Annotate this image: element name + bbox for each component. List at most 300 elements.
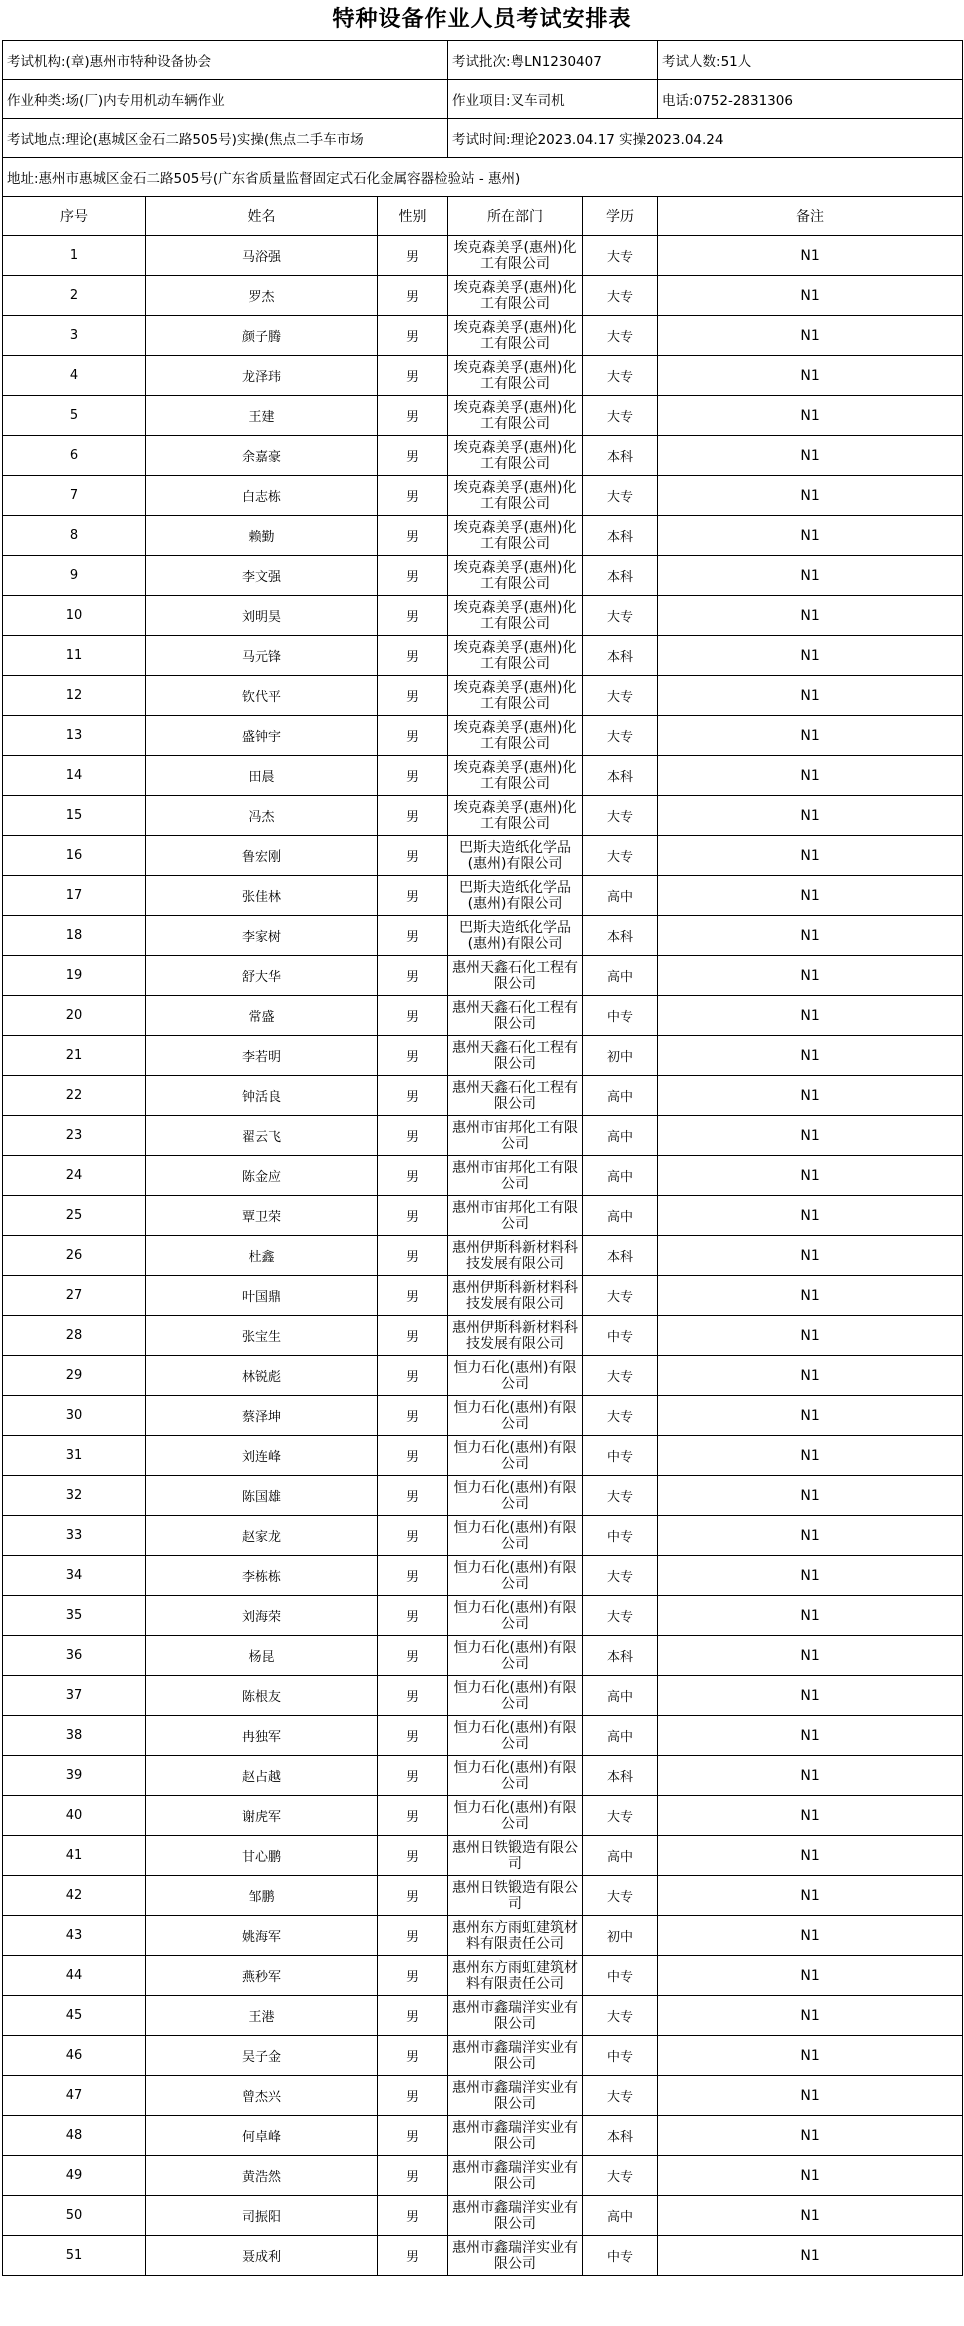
seq-cell: 10 <box>3 596 146 636</box>
seq-cell: 20 <box>3 996 146 1036</box>
gender-cell: 男 <box>378 956 448 996</box>
table-row <box>3 1596 963 1636</box>
table-row <box>3 1756 963 1796</box>
gender-cell: 男 <box>378 916 448 956</box>
education-cell: 大专 <box>583 1796 658 1836</box>
gender-cell: 男 <box>378 1836 448 1876</box>
department-cell: 惠州市鑫瑞洋实业有限公司 <box>448 2156 583 2196</box>
remark-cell: N1 <box>658 556 963 596</box>
name-cell: 马元锋 <box>146 636 378 676</box>
name-cell: 杨昆 <box>146 1636 378 1676</box>
seq-cell: 43 <box>3 1916 146 1956</box>
remark-cell: N1 <box>658 1476 963 1516</box>
name-cell: 李家树 <box>146 916 378 956</box>
remark-cell: N1 <box>658 2116 963 2156</box>
seq-cell: 31 <box>3 1436 146 1476</box>
remark-cell: N1 <box>658 1956 963 1996</box>
education-cell: 大专 <box>583 276 658 316</box>
department-cell: 恒力石化(惠州)有限公司 <box>448 1356 583 1396</box>
department-cell: 惠州市鑫瑞洋实业有限公司 <box>448 2116 583 2156</box>
seq-cell: 23 <box>3 1116 146 1156</box>
education-cell: 本科 <box>583 1236 658 1276</box>
gender-cell: 男 <box>378 1756 448 1796</box>
name-cell: 邹鹏 <box>146 1876 378 1916</box>
remark-cell: N1 <box>658 1036 963 1076</box>
department-cell: 埃克森美孚(惠州)化工有限公司 <box>448 716 583 756</box>
seq-cell: 27 <box>3 1276 146 1316</box>
department-cell: 惠州伊斯科新材料科技发展有限公司 <box>448 1276 583 1316</box>
seq-cell: 22 <box>3 1076 146 1116</box>
gender-cell: 男 <box>378 1716 448 1756</box>
department-cell: 惠州伊斯科新材料科技发展有限公司 <box>448 1316 583 1356</box>
gender-cell: 男 <box>378 1076 448 1116</box>
remark-cell: N1 <box>658 1596 963 1636</box>
education-cell: 大专 <box>583 476 658 516</box>
table-row <box>3 356 963 396</box>
table-row <box>3 1196 963 1236</box>
name-cell: 陈根友 <box>146 1676 378 1716</box>
department-cell: 埃克森美孚(惠州)化工有限公司 <box>448 316 583 356</box>
name-cell: 司振阳 <box>146 2196 378 2236</box>
name-cell: 黄浩然 <box>146 2156 378 2196</box>
remark-cell: N1 <box>658 2236 963 2276</box>
department-cell: 埃克森美孚(惠州)化工有限公司 <box>448 556 583 596</box>
table-row <box>3 2196 963 2236</box>
name-cell: 谢虎军 <box>146 1796 378 1836</box>
department-cell: 惠州东方雨虹建筑材料有限责任公司 <box>448 1916 583 1956</box>
table-row <box>3 2076 963 2116</box>
gender-cell: 男 <box>378 476 448 516</box>
seq-cell: 42 <box>3 1876 146 1916</box>
seq-cell: 9 <box>3 556 146 596</box>
exam-batch: 考试批次:粤LN1230407 <box>448 41 658 80</box>
gender-cell: 男 <box>378 316 448 356</box>
remark-cell: N1 <box>658 516 963 556</box>
table-row <box>3 756 963 796</box>
table-row <box>3 996 963 1036</box>
remark-cell: N1 <box>658 716 963 756</box>
name-cell: 常盛 <box>146 996 378 1036</box>
remark-cell: N1 <box>658 1796 963 1836</box>
table-row <box>3 1356 963 1396</box>
gender-cell: 男 <box>378 596 448 636</box>
seq-cell: 51 <box>3 2236 146 2276</box>
remark-cell: N1 <box>658 796 963 836</box>
name-cell: 张佳林 <box>146 876 378 916</box>
seq-cell: 39 <box>3 1756 146 1796</box>
remark-cell: N1 <box>658 956 963 996</box>
seq-cell: 12 <box>3 676 146 716</box>
seq-cell: 8 <box>3 516 146 556</box>
education-cell: 大专 <box>583 836 658 876</box>
table-row <box>3 716 963 756</box>
gender-cell: 男 <box>378 1556 448 1596</box>
remark-cell: N1 <box>658 1076 963 1116</box>
table-row <box>3 1436 963 1476</box>
remark-cell: N1 <box>658 596 963 636</box>
department-cell: 惠州市鑫瑞洋实业有限公司 <box>448 2076 583 2116</box>
education-cell: 高中 <box>583 1076 658 1116</box>
name-cell: 杜鑫 <box>146 1236 378 1276</box>
name-cell: 冯杰 <box>146 796 378 836</box>
table-row <box>3 1636 963 1676</box>
remark-cell: N1 <box>658 1236 963 1276</box>
remark-cell: N1 <box>658 1876 963 1916</box>
education-cell: 高中 <box>583 876 658 916</box>
seq-cell: 32 <box>3 1476 146 1516</box>
name-cell: 钦代平 <box>146 676 378 716</box>
name-cell: 曾杰兴 <box>146 2076 378 2116</box>
department-cell: 埃克森美孚(惠州)化工有限公司 <box>448 516 583 556</box>
remark-cell: N1 <box>658 2036 963 2076</box>
table-row <box>3 916 963 956</box>
name-cell: 陈国雄 <box>146 1476 378 1516</box>
info-row-4 <box>3 158 963 197</box>
name-cell: 赵占越 <box>146 1756 378 1796</box>
department-cell: 惠州日铁锻造有限公司 <box>448 1876 583 1916</box>
remark-cell: N1 <box>658 676 963 716</box>
seq-cell: 30 <box>3 1396 146 1436</box>
table-row <box>3 436 963 476</box>
name-cell: 翟云飞 <box>146 1116 378 1156</box>
department-cell: 恒力石化(惠州)有限公司 <box>448 1636 583 1676</box>
name-cell: 姚海军 <box>146 1916 378 1956</box>
table-row <box>3 676 963 716</box>
education-cell: 初中 <box>583 1036 658 1076</box>
remark-cell: N1 <box>658 316 963 356</box>
table-row <box>3 636 963 676</box>
seq-cell: 36 <box>3 1636 146 1676</box>
remark-cell: N1 <box>658 1836 963 1876</box>
remark-cell: N1 <box>658 1556 963 1596</box>
education-cell: 大专 <box>583 236 658 276</box>
remark-cell: N1 <box>658 236 963 276</box>
education-cell: 大专 <box>583 676 658 716</box>
department-cell: 恒力石化(惠州)有限公司 <box>448 1516 583 1556</box>
name-cell: 张宝生 <box>146 1316 378 1356</box>
department-cell: 惠州市鑫瑞洋实业有限公司 <box>448 2196 583 2236</box>
name-cell: 马浴强 <box>146 236 378 276</box>
exam-schedule-table <box>2 40 963 2276</box>
remark-cell: N1 <box>658 1356 963 1396</box>
department-cell: 惠州天鑫石化工程有限公司 <box>448 956 583 996</box>
education-cell: 高中 <box>583 1836 658 1876</box>
remark-cell: N1 <box>658 1436 963 1476</box>
table-row <box>3 1716 963 1756</box>
education-cell: 大专 <box>583 596 658 636</box>
document-title: 特种设备作业人员考试安排表 <box>332 7 632 32</box>
seq-cell: 6 <box>3 436 146 476</box>
department-cell: 惠州天鑫石化工程有限公司 <box>448 996 583 1036</box>
department-cell: 恒力石化(惠州)有限公司 <box>448 1436 583 1476</box>
name-cell: 吴子金 <box>146 2036 378 2076</box>
table-row <box>3 1916 963 1956</box>
department-cell: 埃克森美孚(惠州)化工有限公司 <box>448 756 583 796</box>
table-row <box>3 1796 963 1836</box>
table-row <box>3 2156 963 2196</box>
table-row <box>3 1676 963 1716</box>
seq-cell: 46 <box>3 2036 146 2076</box>
name-cell: 覃卫荣 <box>146 1196 378 1236</box>
education-cell: 本科 <box>583 436 658 476</box>
department-cell: 巴斯夫造纸化学品(惠州)有限公司 <box>448 836 583 876</box>
work-category: 作业种类:场(厂)内专用机动车辆作业 <box>3 80 448 119</box>
department-cell: 埃克森美孚(惠州)化工有限公司 <box>448 596 583 636</box>
table-row <box>3 1156 963 1196</box>
gender-cell: 男 <box>378 2196 448 2236</box>
table-row <box>3 236 963 276</box>
seq-cell: 26 <box>3 1236 146 1276</box>
remark-cell: N1 <box>658 2196 963 2236</box>
name-cell: 李栋栋 <box>146 1556 378 1596</box>
exam-org: 考试机构:(章)惠州市特种设备协会 <box>3 41 448 80</box>
education-cell: 中专 <box>583 1316 658 1356</box>
remark-cell: N1 <box>658 476 963 516</box>
education-cell: 中专 <box>583 1516 658 1556</box>
name-cell: 甘心鹏 <box>146 1836 378 1876</box>
education-cell: 高中 <box>583 956 658 996</box>
exam-address: 地址:惠州市惠城区金石二路505号(广东省质量监督固定式石化金属容器检验站 - 惠州) <box>3 158 963 197</box>
department-cell: 埃克森美孚(惠州)化工有限公司 <box>448 276 583 316</box>
table-header-row <box>3 197 963 236</box>
department-cell: 埃克森美孚(惠州)化工有限公司 <box>448 676 583 716</box>
remark-cell: N1 <box>658 1316 963 1356</box>
department-cell: 惠州天鑫石化工程有限公司 <box>448 1076 583 1116</box>
gender-cell: 男 <box>378 756 448 796</box>
education-cell: 高中 <box>583 1196 658 1236</box>
seq-cell: 17 <box>3 876 146 916</box>
seq-cell: 50 <box>3 2196 146 2236</box>
gender-cell: 男 <box>378 2116 448 2156</box>
education-cell: 大专 <box>583 1356 658 1396</box>
department-cell: 惠州日铁锻造有限公司 <box>448 1836 583 1876</box>
gender-cell: 男 <box>378 1796 448 1836</box>
name-cell: 罗杰 <box>146 276 378 316</box>
education-cell: 本科 <box>583 556 658 596</box>
education-cell: 本科 <box>583 916 658 956</box>
department-cell: 惠州伊斯科新材料科技发展有限公司 <box>448 1236 583 1276</box>
table-row <box>3 1396 963 1436</box>
table-row <box>3 1316 963 1356</box>
seq-cell: 21 <box>3 1036 146 1076</box>
gender-cell: 男 <box>378 396 448 436</box>
education-cell: 初中 <box>583 1916 658 1956</box>
department-cell: 惠州东方雨虹建筑材料有限责任公司 <box>448 1956 583 1996</box>
department-cell: 恒力石化(惠州)有限公司 <box>448 1396 583 1436</box>
gender-cell: 男 <box>378 1596 448 1636</box>
education-cell: 本科 <box>583 1636 658 1676</box>
remark-cell: N1 <box>658 1916 963 1956</box>
name-cell: 盛钟宇 <box>146 716 378 756</box>
education-cell: 本科 <box>583 636 658 676</box>
education-cell: 大专 <box>583 1876 658 1916</box>
seq-cell: 24 <box>3 1156 146 1196</box>
remark-cell: N1 <box>658 2076 963 2116</box>
seq-cell: 44 <box>3 1956 146 1996</box>
education-cell: 大专 <box>583 1556 658 1596</box>
name-cell: 李若明 <box>146 1036 378 1076</box>
education-cell: 本科 <box>583 1756 658 1796</box>
table-row <box>3 1276 963 1316</box>
info-row-1 <box>3 41 963 80</box>
name-cell: 燕秒军 <box>146 1956 378 1996</box>
seq-cell: 11 <box>3 636 146 676</box>
department-cell: 埃克森美孚(惠州)化工有限公司 <box>448 796 583 836</box>
gender-cell: 男 <box>378 236 448 276</box>
department-cell: 恒力石化(惠州)有限公司 <box>448 1716 583 1756</box>
name-cell: 赵家龙 <box>146 1516 378 1556</box>
department-cell: 恒力石化(惠州)有限公司 <box>448 1756 583 1796</box>
education-cell: 本科 <box>583 2116 658 2156</box>
seq-cell: 2 <box>3 276 146 316</box>
seq-cell: 38 <box>3 1716 146 1756</box>
education-cell: 中专 <box>583 2036 658 2076</box>
gender-cell: 男 <box>378 876 448 916</box>
gender-cell: 男 <box>378 1956 448 1996</box>
seq-cell: 16 <box>3 836 146 876</box>
gender-cell: 男 <box>378 996 448 1036</box>
gender-cell: 男 <box>378 556 448 596</box>
name-cell: 林锐彪 <box>146 1356 378 1396</box>
gender-cell: 男 <box>378 1676 448 1716</box>
gender-cell: 男 <box>378 1876 448 1916</box>
remark-cell: N1 <box>658 276 963 316</box>
department-cell: 巴斯夫造纸化学品(惠州)有限公司 <box>448 876 583 916</box>
seq-cell: 18 <box>3 916 146 956</box>
education-cell: 大专 <box>583 716 658 756</box>
gender-cell: 男 <box>378 356 448 396</box>
table-row <box>3 1516 963 1556</box>
remark-cell: N1 <box>658 1716 963 1756</box>
name-cell: 陈金应 <box>146 1156 378 1196</box>
department-cell: 埃克森美孚(惠州)化工有限公司 <box>448 476 583 516</box>
gender-cell: 男 <box>378 1236 448 1276</box>
department-cell: 惠州天鑫石化工程有限公司 <box>448 1036 583 1076</box>
education-cell: 本科 <box>583 516 658 556</box>
education-cell: 中专 <box>583 1956 658 1996</box>
name-cell: 刘明昊 <box>146 596 378 636</box>
exam-location: 考试地点:理论(惠城区金石二路505号)实操(焦点二手车市场 <box>3 119 448 158</box>
education-cell: 高中 <box>583 2196 658 2236</box>
department-cell: 埃克森美孚(惠州)化工有限公司 <box>448 236 583 276</box>
table-row <box>3 1996 963 2036</box>
education-cell: 大专 <box>583 796 658 836</box>
department-cell: 埃克森美孚(惠州)化工有限公司 <box>448 436 583 476</box>
gender-cell: 男 <box>378 2156 448 2196</box>
table-row <box>3 1236 963 1276</box>
remark-cell: N1 <box>658 1196 963 1236</box>
remark-cell: N1 <box>658 1636 963 1676</box>
seq-cell: 49 <box>3 2156 146 2196</box>
name-cell: 王建 <box>146 396 378 436</box>
table-row <box>3 396 963 436</box>
gender-cell: 男 <box>378 1916 448 1956</box>
seq-cell: 4 <box>3 356 146 396</box>
exam-count: 考试人数:51人 <box>658 41 963 80</box>
gender-cell: 男 <box>378 2236 448 2276</box>
name-cell: 王港 <box>146 1996 378 2036</box>
table-row <box>3 2036 963 2076</box>
department-cell: 埃克森美孚(惠州)化工有限公司 <box>448 636 583 676</box>
table-row <box>3 556 963 596</box>
education-cell: 高中 <box>583 1716 658 1756</box>
gender-cell: 男 <box>378 676 448 716</box>
contact-phone: 电话:0752-2831306 <box>658 80 963 119</box>
gender-cell: 男 <box>378 276 448 316</box>
remark-cell: N1 <box>658 356 963 396</box>
education-cell: 高中 <box>583 1156 658 1196</box>
education-cell: 大专 <box>583 2156 658 2196</box>
gender-cell: 男 <box>378 1036 448 1076</box>
table-row <box>3 1556 963 1596</box>
education-cell: 大专 <box>583 1276 658 1316</box>
seq-cell: 3 <box>3 316 146 356</box>
table-row <box>3 956 963 996</box>
gender-cell: 男 <box>378 836 448 876</box>
table-row <box>3 316 963 356</box>
name-cell: 钟活良 <box>146 1076 378 1116</box>
remark-cell: N1 <box>658 2156 963 2196</box>
header-education: 学历 <box>583 197 658 236</box>
name-cell: 叶国鼎 <box>146 1276 378 1316</box>
name-cell: 聂成利 <box>146 2236 378 2276</box>
gender-cell: 男 <box>378 1436 448 1476</box>
education-cell: 中专 <box>583 1436 658 1476</box>
seq-cell: 5 <box>3 396 146 436</box>
table-row <box>3 2236 963 2276</box>
department-cell: 埃克森美孚(惠州)化工有限公司 <box>448 356 583 396</box>
gender-cell: 男 <box>378 1476 448 1516</box>
name-cell: 李文强 <box>146 556 378 596</box>
remark-cell: N1 <box>658 1396 963 1436</box>
remark-cell: N1 <box>658 436 963 476</box>
table-row <box>3 1476 963 1516</box>
header-remark: 备注 <box>658 197 963 236</box>
gender-cell: 男 <box>378 1996 448 2036</box>
department-cell: 惠州市宙邦化工有限公司 <box>448 1116 583 1156</box>
name-cell: 刘连峰 <box>146 1436 378 1476</box>
remark-cell: N1 <box>658 756 963 796</box>
table-row <box>3 1076 963 1116</box>
header-name: 姓名 <box>146 197 378 236</box>
header-seq: 序号 <box>3 197 146 236</box>
seq-cell: 15 <box>3 796 146 836</box>
remark-cell: N1 <box>658 1516 963 1556</box>
name-cell: 余嘉豪 <box>146 436 378 476</box>
education-cell: 大专 <box>583 1996 658 2036</box>
name-cell: 颜子腾 <box>146 316 378 356</box>
gender-cell: 男 <box>378 1276 448 1316</box>
department-cell: 巴斯夫造纸化学品(惠州)有限公司 <box>448 916 583 956</box>
table-row <box>3 276 963 316</box>
education-cell: 高中 <box>583 1116 658 1156</box>
name-cell: 刘海荣 <box>146 1596 378 1636</box>
seq-cell: 48 <box>3 2116 146 2156</box>
seq-cell: 41 <box>3 1836 146 1876</box>
seq-cell: 37 <box>3 1676 146 1716</box>
seq-cell: 14 <box>3 756 146 796</box>
name-cell: 何卓峰 <box>146 2116 378 2156</box>
seq-cell: 45 <box>3 1996 146 2036</box>
remark-cell: N1 <box>658 1756 963 1796</box>
info-row-2 <box>3 80 963 119</box>
remark-cell: N1 <box>658 876 963 916</box>
department-cell: 惠州市鑫瑞洋实业有限公司 <box>448 2236 583 2276</box>
gender-cell: 男 <box>378 796 448 836</box>
gender-cell: 男 <box>378 1516 448 1556</box>
table-row <box>3 1956 963 1996</box>
department-cell: 恒力石化(惠州)有限公司 <box>448 1556 583 1596</box>
